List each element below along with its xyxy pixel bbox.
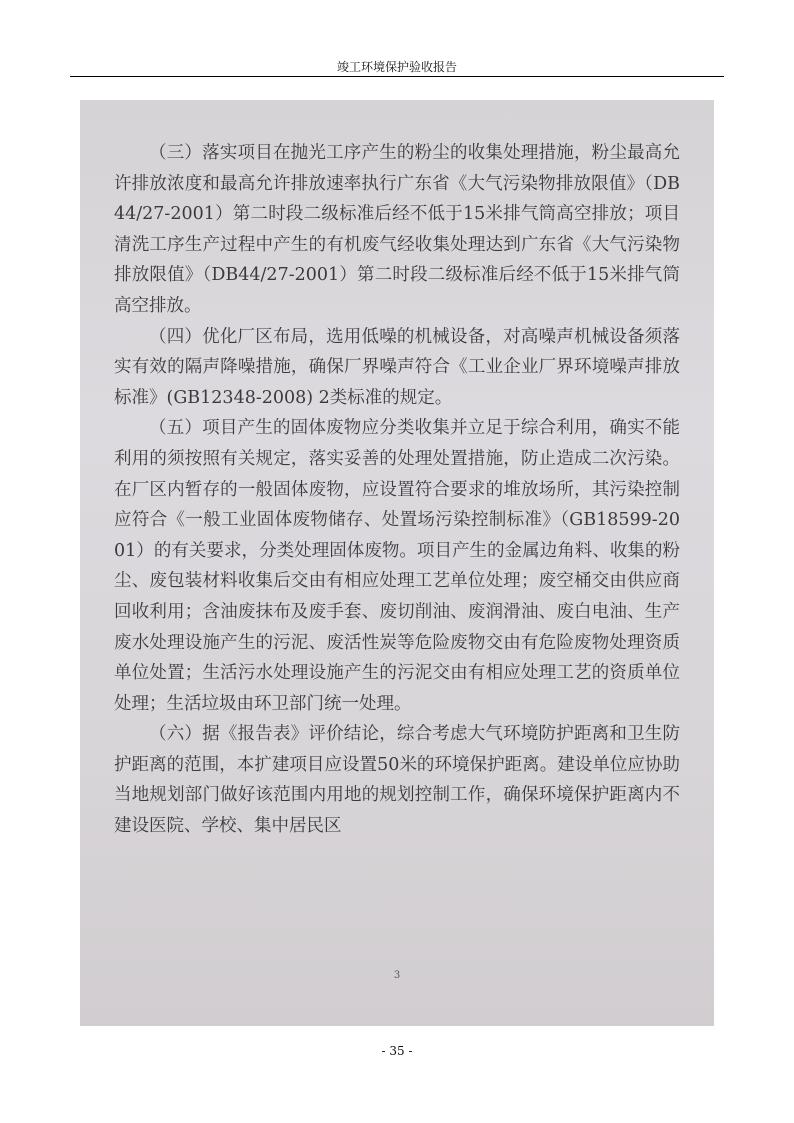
paragraph-solid-waste: （五）项目产生的固体废物应分类收集并立足于综合利用，确实不能利用的须按照有关规定，落实妥善的处理处置措施，防止造成二次污染。在厂区内暂存的一般固体废物，应设置符合要求的堆放场所，其污染控制应符合《一般工业固体废物储存、处置场污染控制标准》（GB18599-2001）的有关要求，分类处理固体废物。项目产生的金属边角料、收集的粉尘、废包装材料收集后交由有相应处理工艺单位处理；废空桶交由供应商回收利用；含油废抹布及废手套、废切削油、废润滑油、废白电油、生产废水处理设施产生的污泥、废活性炭等危险废物交由有危险废物处理资质单位处置；生活污水处理设施产生的污泥交由有相应处理工艺的资质单位处理；生活垃圾由环卫部门统一处理。	[114, 418, 680, 714]
header-rule	[70, 76, 724, 77]
scanned-page-number: 3	[393, 970, 401, 981]
page-footer-number: - 35 -	[381, 1044, 413, 1058]
scanned-page-image	[80, 100, 714, 1026]
paragraph-protection-distance: （六）据《报告表》评价结论，综合考虑大气环境防护距离和卫生防护距离的范围，本扩建项目应设置50米的环境保护距离。建设单位应协助当地规划部门做好该范围内用地的规划控制工作，确保环境保护距离内不建设医院、学校、集中居民区	[114, 724, 680, 837]
paragraph-air-emissions: （三）落实项目在抛光工序产生的粉尘的收集处理措施，粉尘最高允许排放浓度和最高允许排放速率执行广东省《大气污染物排放限值》（DB44/27-2001）第二时段二级标准后经不低于15米排气筒高空排放；项目清洗工序生产过程中产生的有机废气经收集处理达到广东省《大气污染物排放限值》（DB44/27-2001）第二时段二级标准后经不低于15米排气筒高空排放。	[114, 143, 680, 316]
paragraph-noise: （四）优化厂区布局，选用低噪的机械设备，对高噪声机械设备须落实有效的隔声降噪措施，确保厂界噪声符合《工业企业厂界环境噪声排放标准》(GB12348-2008) 2类标准的规定。	[114, 326, 680, 408]
scanned-page-body	[114, 138, 680, 842]
running-header-title: 竣工环境保护验收报告	[336, 60, 457, 74]
